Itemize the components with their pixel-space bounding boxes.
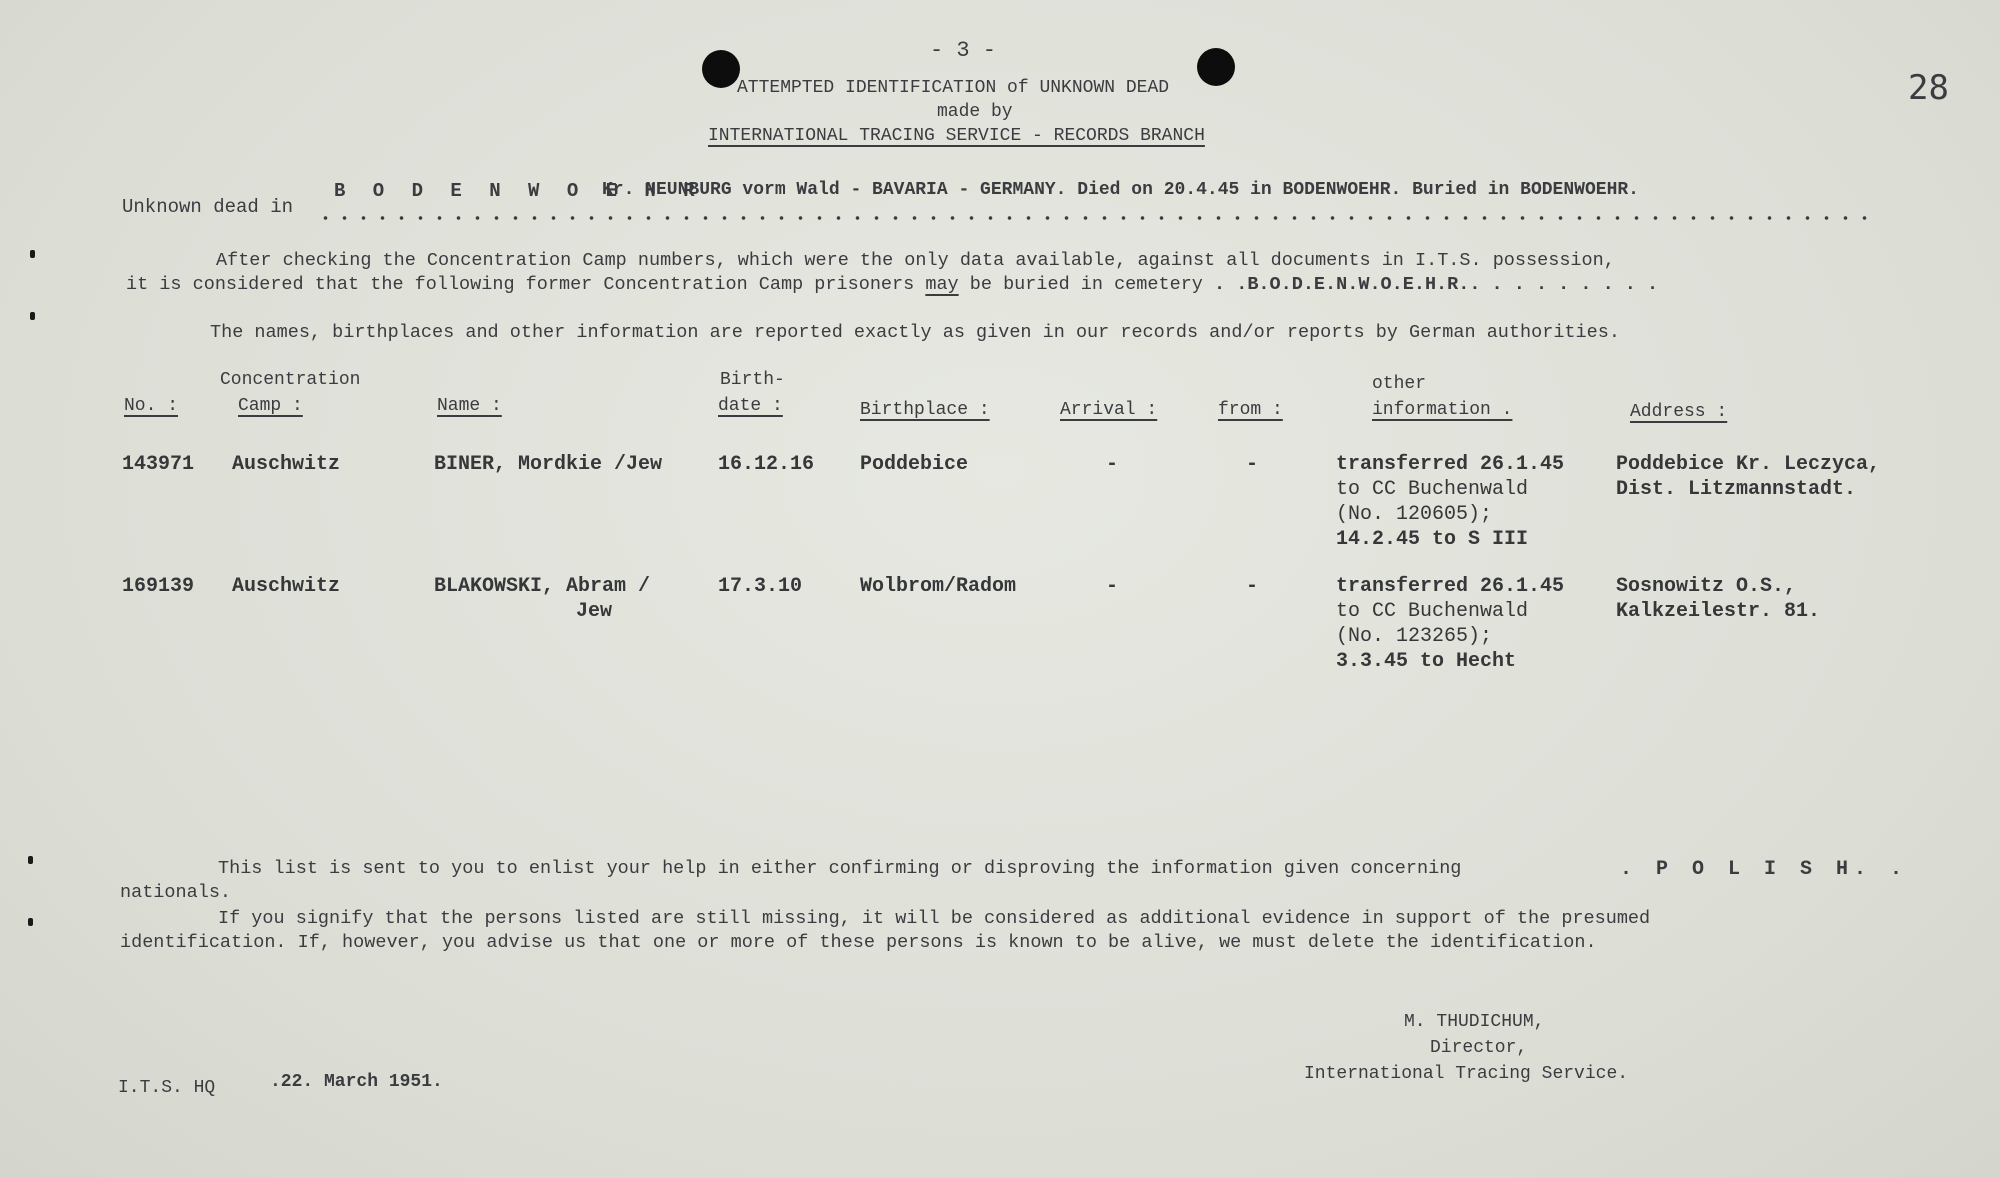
page-number: - 3 - [930, 38, 997, 63]
signature-title: Director, [1430, 1038, 1528, 1058]
para1-line2 [126, 274, 1658, 295]
header-organization: INTERNATIONAL TRACING SERVICE - RECORDS BRANCH [708, 126, 1205, 146]
para2: The names, birthplaces and other information are reported exactly as given in our records and/or reports by German authorities. [210, 322, 1620, 343]
cell-address-1: Poddebice Kr. Leczyca, [1616, 453, 1881, 476]
footer-date: .22. March 1951. [270, 1072, 443, 1092]
para1-text-a: it is considered that the following former Concentration Camp prisoners [126, 274, 926, 295]
para1-may: may [925, 274, 959, 295]
closing-nationality: . P O L I S H. . [1620, 858, 1909, 881]
cell-info-3: (No. 123265); [1336, 625, 1493, 648]
cell-name: BINER, Mordkie /Jew [434, 453, 663, 476]
cell-no: 169139 [122, 575, 195, 598]
col-header-arrival: Arrival : [1060, 400, 1158, 420]
col-header-birth-top: Birth- [720, 370, 785, 390]
cell-name: BLAKOWSKI, Abram / [434, 575, 651, 598]
cell-no: 143971 [122, 453, 195, 476]
closing-line4: identification. If, however, you advise us that one or more of these persons is known to be alive, we must delete the identification. [120, 932, 1597, 953]
cell-address-2: Kalkzeilestr. 81. [1616, 600, 1821, 623]
cell-name-2: Jew [576, 600, 613, 623]
col-header-no: No. : [124, 396, 179, 416]
closing-line2: nationals. [120, 882, 232, 903]
cell-info-1: transferred 26.1.45 [1336, 453, 1565, 476]
closing-line1: This list is sent to you to enlist your help in either confirming or disproving the information given concerning [218, 858, 1462, 879]
dotted-leader [316, 216, 1876, 220]
cell-birthdate: 17.3.10 [718, 575, 803, 598]
cell-from: - [1246, 453, 1259, 476]
footer-hq: I.T.S. HQ [118, 1078, 216, 1098]
para1-line1: After checking the Concentration Camp numbers, which were the only data available, against all documents in I.T.S. possession, [216, 250, 1615, 271]
col-header-from: from : [1218, 400, 1283, 420]
col-header-name: Name : [437, 396, 502, 416]
cell-birthdate: 16.12.16 [718, 453, 815, 476]
cell-address-1: Sosnowitz O.S., [1616, 575, 1797, 598]
cell-info-3: (No. 120605); [1336, 503, 1493, 526]
cell-info-2: to CC Buchenwald [1336, 478, 1529, 501]
para1-text-b: be buried in cemetery [958, 274, 1203, 295]
cell-info-1: transferred 26.1.45 [1336, 575, 1565, 598]
header-title: ATTEMPTED IDENTIFICATION of UNKNOWN DEAD [737, 78, 1170, 98]
col-header-camp: Camp : [238, 396, 303, 416]
cell-from: - [1246, 575, 1259, 598]
cell-arrival: - [1106, 453, 1119, 476]
cell-info-4: 14.2.45 to S III [1336, 528, 1529, 551]
margin-mark [28, 856, 33, 864]
unknown-dead-detail: Kr. NEUNBURG vorm Wald - BAVARIA - GERMANY. Died on 20.4.45 in BODENWOEHR. Buried in BODENWOEHR. [602, 180, 1639, 200]
unknown-dead-prefix: Unknown dead in [122, 196, 294, 218]
unknown-dead-place: B O D E N W O E H R [334, 180, 703, 202]
cell-info-2: to CC Buchenwald [1336, 600, 1529, 623]
col-header-birthdate: date : [718, 396, 783, 416]
para1-place: . .B.O.D.E.N.W.O.E.H.R.. . . . . . . . . [1214, 274, 1659, 295]
signature-name: M. THUDICHUM, [1404, 1012, 1545, 1032]
punch-hole-left [702, 50, 740, 88]
signature-org: International Tracing Service. [1304, 1064, 1629, 1084]
cell-info-4: 3.3.45 to Hecht [1336, 650, 1517, 673]
punch-hole-right [1197, 48, 1235, 86]
cell-arrival: - [1106, 575, 1119, 598]
col-header-other: information . [1372, 400, 1513, 420]
header-made-by: made by [937, 102, 1013, 122]
margin-mark [28, 918, 33, 926]
margin-mark [30, 312, 35, 320]
closing-line3: If you signify that the persons listed are still missing, it will be considered as additional evidence in support of the presumed [218, 908, 1651, 929]
cell-camp: Auschwitz [232, 453, 341, 476]
cell-birthplace: Wolbrom/Radom [860, 575, 1017, 598]
col-header-camp-top: Concentration [220, 370, 361, 390]
cell-camp: Auschwitz [232, 575, 341, 598]
margin-mark [30, 250, 35, 258]
col-header-birthplace: Birthplace : [860, 400, 990, 420]
col-header-address: Address : [1630, 402, 1728, 422]
col-header-other-top: other [1372, 374, 1427, 394]
cell-birthplace: Poddebice [860, 453, 969, 476]
corner-number: 28 [1908, 68, 1949, 108]
cell-address-2: Dist. Litzmannstadt. [1616, 478, 1857, 501]
